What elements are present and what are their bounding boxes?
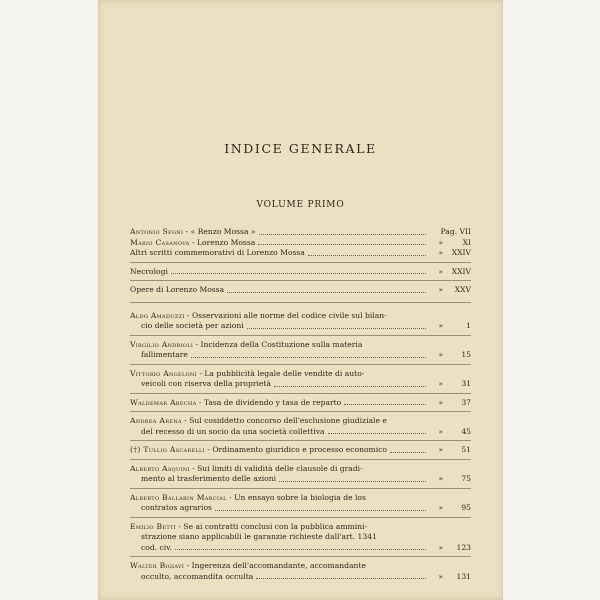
toc-page: 123	[456, 542, 471, 552]
ditto-mark: »	[438, 285, 443, 294]
leader-dots	[328, 433, 426, 434]
leader-dots	[344, 404, 426, 405]
leader-dots	[259, 234, 426, 235]
toc-author: Antonio Segni	[130, 227, 184, 236]
toc-entry	[130, 267, 471, 278]
toc-entry	[130, 227, 471, 238]
toc-entry	[130, 464, 471, 485]
toc-entry	[130, 416, 471, 437]
toc-title: - Sul cosiddetto concorso dell'esclusione giudiziale e	[181, 416, 387, 425]
toc-title: - Tasa de dividendo y tasa de reparto	[196, 397, 342, 407]
toc-page: 75	[461, 474, 471, 483]
leader-dots	[191, 357, 426, 358]
toc-page: XXIV	[451, 266, 471, 276]
ditto-mark: »	[438, 321, 443, 330]
toc-author: Alberto Asquini	[130, 463, 190, 473]
divider	[130, 411, 471, 412]
toc-page: 51	[461, 445, 471, 454]
toc-page: 95	[461, 503, 471, 512]
ditto-mark: »	[438, 445, 443, 454]
toc-page: XXIV	[451, 248, 471, 257]
ditto-mark: »	[438, 503, 443, 512]
toc-page: Pag. VII	[440, 227, 471, 236]
divider	[130, 488, 471, 489]
leader-dots	[247, 328, 426, 329]
toc-entry	[130, 398, 471, 409]
leader-dots	[175, 549, 426, 550]
leader-dots	[390, 452, 426, 453]
toc-entry	[130, 493, 471, 514]
divider	[130, 556, 471, 557]
toc-author: Mario Casanova	[130, 237, 190, 247]
toc-title: - Sui limiti di validità delle clausole di gradi-	[189, 463, 363, 473]
divider	[130, 393, 471, 394]
toc-title: - Se ai contratti conclusi con la pubblica ammini-	[176, 521, 368, 531]
toc-title: - Incidenza della Costituzione sulla materia	[193, 339, 363, 349]
toc-title-cont: cod. civ.	[141, 542, 172, 552]
toc-title: - Ordinamento giuridico e processo economico	[204, 445, 388, 454]
toc-author: Walter Bigiavi	[130, 561, 185, 570]
toc-title: - « Renzo Mossa »	[183, 227, 256, 236]
leader-dots	[171, 273, 426, 274]
toc-entry	[130, 238, 471, 249]
toc-title: - Un ensayo sobre la biologia de los	[226, 492, 366, 502]
toc-author: Vittorio Angeloni	[130, 368, 197, 378]
toc-page: XI	[462, 237, 471, 247]
leader-dots	[308, 255, 426, 256]
divider	[130, 459, 471, 460]
toc-page: 15	[461, 350, 471, 359]
leader-dots	[215, 510, 426, 511]
toc-title: - La pubblicità legale delle vendite di auto-	[196, 368, 365, 378]
divider	[130, 335, 471, 336]
ditto-mark: »	[438, 426, 443, 436]
toc-title-cont: contratos agrarios	[141, 503, 212, 512]
toc-title: Necrologi	[130, 266, 168, 276]
ditto-mark: »	[438, 237, 443, 247]
toc-title-cont: veicoli con riserva della proprietà	[141, 379, 271, 388]
toc-author: Virgilio Andrioli	[130, 339, 194, 349]
toc-title-cont: strazione siano applicabili le garanzie richieste dall'art. 1341	[141, 532, 377, 541]
toc-author: Andrea Arena	[130, 416, 182, 425]
toc-title-cont: occulto, accomandita occulta	[141, 571, 254, 581]
toc-author: Emilio Betti	[130, 521, 177, 531]
ditto-mark: »	[438, 397, 443, 407]
leader-dots	[274, 386, 426, 387]
toc-entry	[130, 311, 471, 332]
page-title: INDICE GENERALE	[224, 141, 377, 156]
toc-page: 1	[466, 321, 471, 330]
table-of-contents	[130, 227, 471, 582]
toc-author: Alberto Ballarin Marcial	[130, 492, 227, 502]
divider	[130, 440, 471, 441]
toc-entry	[130, 369, 471, 390]
ditto-mark: »	[438, 350, 443, 359]
divider	[130, 262, 471, 263]
toc-page: 37	[461, 397, 471, 407]
ditto-mark: »	[438, 248, 443, 257]
toc-title-cont: del recesso di un socio da una società collettiva	[141, 426, 325, 436]
toc-title: - Lorenzo Mossa	[189, 237, 256, 247]
toc-entry	[130, 285, 471, 296]
toc-author: Aldo Amaduzzi	[130, 310, 185, 320]
toc-page: XXV	[454, 285, 471, 294]
ditto-mark: »	[438, 474, 443, 483]
toc-entry	[130, 561, 471, 582]
toc-entry	[130, 248, 471, 259]
toc-entry	[130, 522, 471, 554]
ditto-mark: »	[438, 571, 443, 581]
leader-dots	[279, 481, 426, 482]
toc-title: - Osservazioni alle norme del codice civile sul bilan-	[184, 310, 387, 320]
ditto-mark: »	[438, 379, 443, 388]
toc-title-cont: fallimentare	[141, 350, 188, 359]
leader-dots	[227, 292, 426, 293]
ditto-mark: »	[438, 542, 443, 552]
toc-page: 131	[456, 571, 471, 581]
divider	[130, 364, 471, 365]
toc-author: (†) Tullio Ascarelli	[130, 445, 205, 454]
front-matter-list	[130, 227, 471, 296]
toc-title: - Ingerenza dell'accomandante, accomandante	[184, 561, 366, 570]
divider	[130, 517, 471, 518]
ditto-mark: »	[438, 266, 443, 276]
toc-title: Altri scritti commemorativi di Lorenzo Mossa	[130, 248, 305, 257]
divider	[130, 302, 471, 303]
toc-page: 45	[461, 426, 471, 436]
toc-author: Waldemar Arecha	[130, 397, 197, 407]
toc-title-cont: cio delle società per azioni	[141, 321, 244, 330]
leader-dots	[256, 578, 426, 579]
contributions-list	[130, 311, 471, 583]
toc-entry	[130, 340, 471, 361]
volume-heading: VOLUME PRIMO	[256, 200, 345, 210]
leader-dots	[258, 244, 426, 245]
toc-title-cont: mento al trasferimento delle azioni	[141, 474, 277, 483]
toc-page: 31	[461, 379, 471, 388]
toc-entry	[130, 445, 471, 456]
book-page	[98, 0, 503, 600]
divider	[130, 280, 471, 281]
toc-title: Opere di Lorenzo Mossa	[130, 285, 225, 294]
